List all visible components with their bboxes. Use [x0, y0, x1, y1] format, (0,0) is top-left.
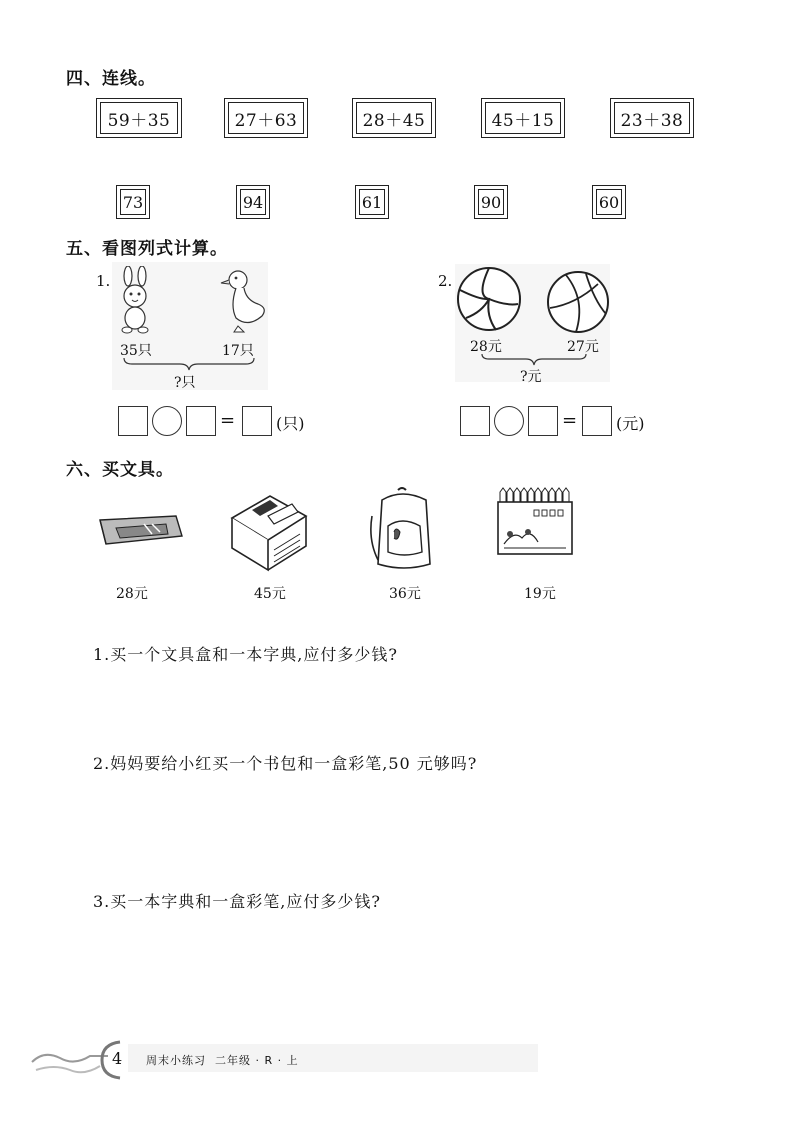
problem1-total-label: ?只	[174, 375, 196, 391]
price-label: 36元	[389, 586, 421, 602]
answer-text: 73	[120, 189, 146, 215]
answer-box[interactable]	[355, 185, 389, 219]
footer-text: 周末小练习 二年级 · R · 上	[146, 1054, 299, 1067]
problem2-number: 2.	[438, 272, 453, 290]
answer-box[interactable]	[236, 185, 270, 219]
beach-ball-icon	[546, 270, 610, 334]
question-text: 2.妈妈要给小红买一个书包和一盒彩笔,50 元够吗?	[93, 754, 478, 773]
dictionary-icon	[226, 488, 310, 572]
expression-text: 23＋38	[614, 102, 690, 134]
answer-text: 94	[240, 189, 266, 215]
answer-text: 61	[359, 189, 385, 215]
volleyball-icon	[456, 266, 522, 332]
result-blank[interactable]	[582, 406, 612, 436]
duck-icon	[218, 266, 268, 336]
problem2-total-label: ?元	[520, 369, 542, 385]
price-label: 28元	[116, 586, 148, 602]
expression-text: 28＋45	[356, 102, 432, 134]
crayon-box-icon	[494, 486, 578, 560]
operand-blank[interactable]	[118, 406, 148, 436]
question-text: 1.买一个文具盒和一本字典,应付多少钱?	[93, 645, 398, 664]
problem1-unit: (只)	[276, 414, 305, 433]
footer-decoration-icon	[30, 1036, 125, 1080]
answer-text: 90	[478, 189, 504, 215]
operator-blank[interactable]	[152, 406, 182, 436]
problem1-right-label: 17只	[222, 343, 254, 359]
backpack-icon	[368, 486, 438, 572]
page-number: 4	[112, 1049, 123, 1068]
question-text: 3.买一本字典和一盒彩笔,应付多少钱?	[93, 892, 381, 911]
section6-title: 六、买文具。	[66, 460, 174, 480]
problem2-unit: (元)	[616, 414, 645, 433]
rabbit-icon	[114, 266, 156, 336]
expression-box[interactable]	[610, 98, 694, 138]
equals-sign: =	[220, 410, 236, 431]
result-blank[interactable]	[242, 406, 272, 436]
expression-box[interactable]	[224, 98, 308, 138]
operand-blank[interactable]	[528, 406, 558, 436]
operator-blank[interactable]	[494, 406, 524, 436]
pencil-case-icon	[96, 512, 184, 548]
equals-sign: =	[562, 410, 578, 431]
expression-box[interactable]	[96, 98, 182, 138]
operand-blank[interactable]	[186, 406, 216, 436]
answer-text: 60	[596, 189, 622, 215]
answer-box[interactable]	[116, 185, 150, 219]
operand-blank[interactable]	[460, 406, 490, 436]
answer-box[interactable]	[474, 185, 508, 219]
price-label: 45元	[254, 586, 286, 602]
expression-text: 45＋15	[485, 102, 561, 134]
section5-title: 五、看图列式计算。	[66, 239, 228, 259]
section4-title: 四、连线。	[66, 69, 156, 89]
expression-box[interactable]	[352, 98, 436, 138]
answer-box[interactable]	[592, 185, 626, 219]
problem2-right-label: 27元	[567, 339, 599, 355]
problem1-number: 1.	[96, 272, 111, 290]
expression-box[interactable]	[481, 98, 565, 138]
expression-text: 59＋35	[100, 102, 178, 134]
expression-text: 27＋63	[228, 102, 304, 134]
problem1-brace	[122, 356, 256, 372]
problem2-brace	[480, 352, 588, 366]
problem1-left-label: 35只	[120, 343, 152, 359]
problem2-left-label: 28元	[470, 339, 502, 355]
price-label: 19元	[524, 586, 556, 602]
